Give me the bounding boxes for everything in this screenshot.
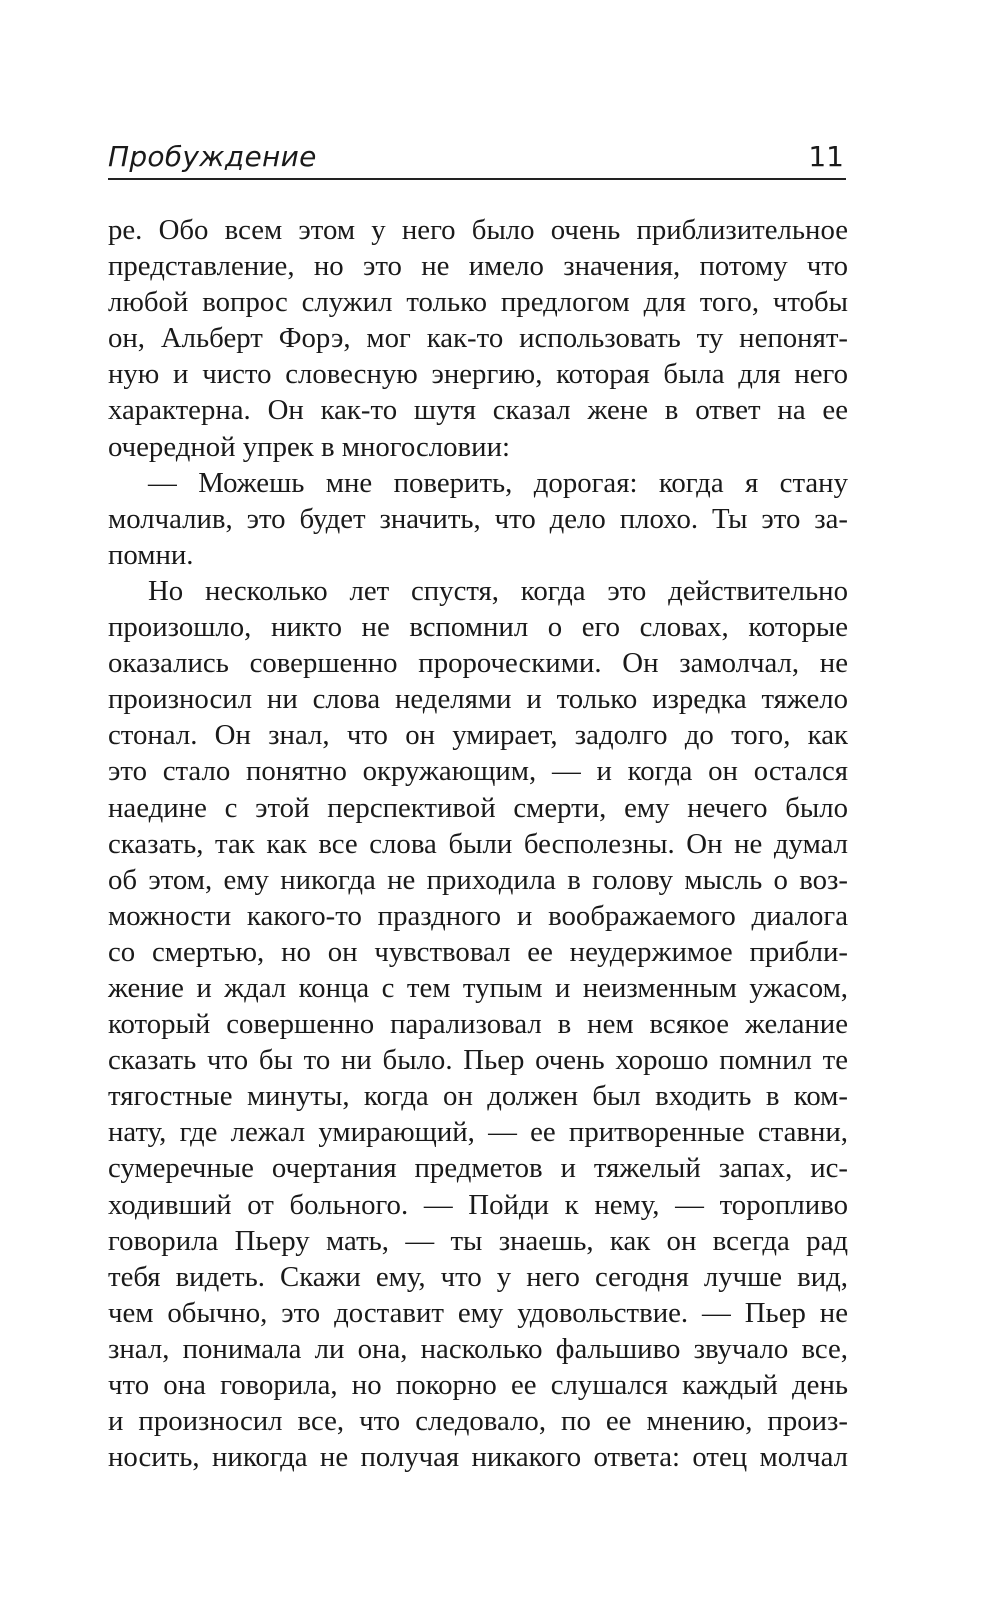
text-line: жение и ждал конца с тем тупым и неизменным ужасом, (108, 971, 848, 1004)
dialogue-line: — Можешь мне поверить, дорогая: когда я стану (148, 466, 848, 499)
text-line: наедине с этой перспективой смерти, ему нечего было (108, 791, 848, 824)
text-line: сказать, так как все слова были бесполезны. Он не думал (108, 827, 848, 860)
text-line: любой вопрос служил только предлогом для того, чтобы (108, 286, 848, 319)
text-line: молчалив, это будет значить, что дело плохо. Ты это за- (108, 502, 848, 535)
text-line: оказались совершенно пророческими. Он замолчал, не (108, 647, 848, 680)
text-line: представление, но это не имело значения, потому что (108, 250, 848, 283)
text-line: сумеречные очертания предметов и тяжелый запах, ис- (108, 1152, 848, 1185)
text-line: стонал. Он знал, что он умирает, задолго до того, как (108, 719, 848, 752)
text-line: помни. (108, 538, 194, 571)
text-line: характерна. Он как-то шутя сказал жене в ответ на ее (108, 394, 848, 427)
text-line: нату, где лежал умирающий, — ее притворенные ставни, (108, 1116, 848, 1149)
text-line: и произносил все, что следовало, по ее мнению, произ- (108, 1405, 848, 1438)
text-line: очередной упрек в многословии: (108, 430, 510, 463)
text-line: который совершенно парализовал в нем всякое желание (108, 1008, 848, 1041)
text-line: он, Альберт Форэ, мог как-то использовать ту непонят- (108, 322, 848, 355)
running-header (108, 134, 846, 180)
body-text (108, 212, 848, 1475)
text-line: произошло, никто не вспомнил о его словах, которые (108, 611, 848, 644)
text-line: можности какого-то праздного и воображаемого диалога (108, 899, 848, 932)
text-line: тебя видеть. Скажи ему, что у него сегодня лучше вид, (108, 1260, 848, 1293)
text-line: ре. Обо всем этом у него было очень приблизительное (108, 214, 848, 246)
text-line: носить, никогда не получая никакого ответа: отец молчал (108, 1441, 848, 1474)
page-number: 11 (808, 140, 844, 173)
text-line: тягостные минуты, когда он должен был входить в ком- (108, 1080, 848, 1113)
text-line: произносил ни слова неделями и только изредка тяжело (108, 683, 848, 716)
text-line: что она говорила, но покорно ее слушался каждый день (108, 1369, 848, 1401)
text-line: знал, понимала ли она, насколько фальшиво звучало все, (108, 1332, 848, 1365)
text-line: чем обычно, это доставит ему удовольствие. — Пьер не (108, 1296, 848, 1329)
text-line: ходивший от больного. — Пойди к нему, — торопливо (108, 1188, 848, 1221)
text-line: это стало понятно окружающим, — и когда он остался (108, 755, 848, 788)
text-line: говорила Пьеру мать, — ты знаешь, как он всегда рад (108, 1224, 848, 1257)
text-line: ную и чисто словесную энергию, которая была для него (108, 358, 848, 391)
text-line: сказать что бы то ни было. Пьер очень хорошо помнил те (108, 1044, 848, 1077)
text-line: об этом, ему никогда не приходила в голову мысль о воз- (108, 863, 848, 896)
paragraph-start-line: Но несколько лет спустя, когда это действительно (148, 574, 848, 607)
running-title: Пробуждение (108, 140, 317, 173)
text-line: со смертью, но он чувствовал ее неудержимое прибли- (108, 935, 848, 968)
